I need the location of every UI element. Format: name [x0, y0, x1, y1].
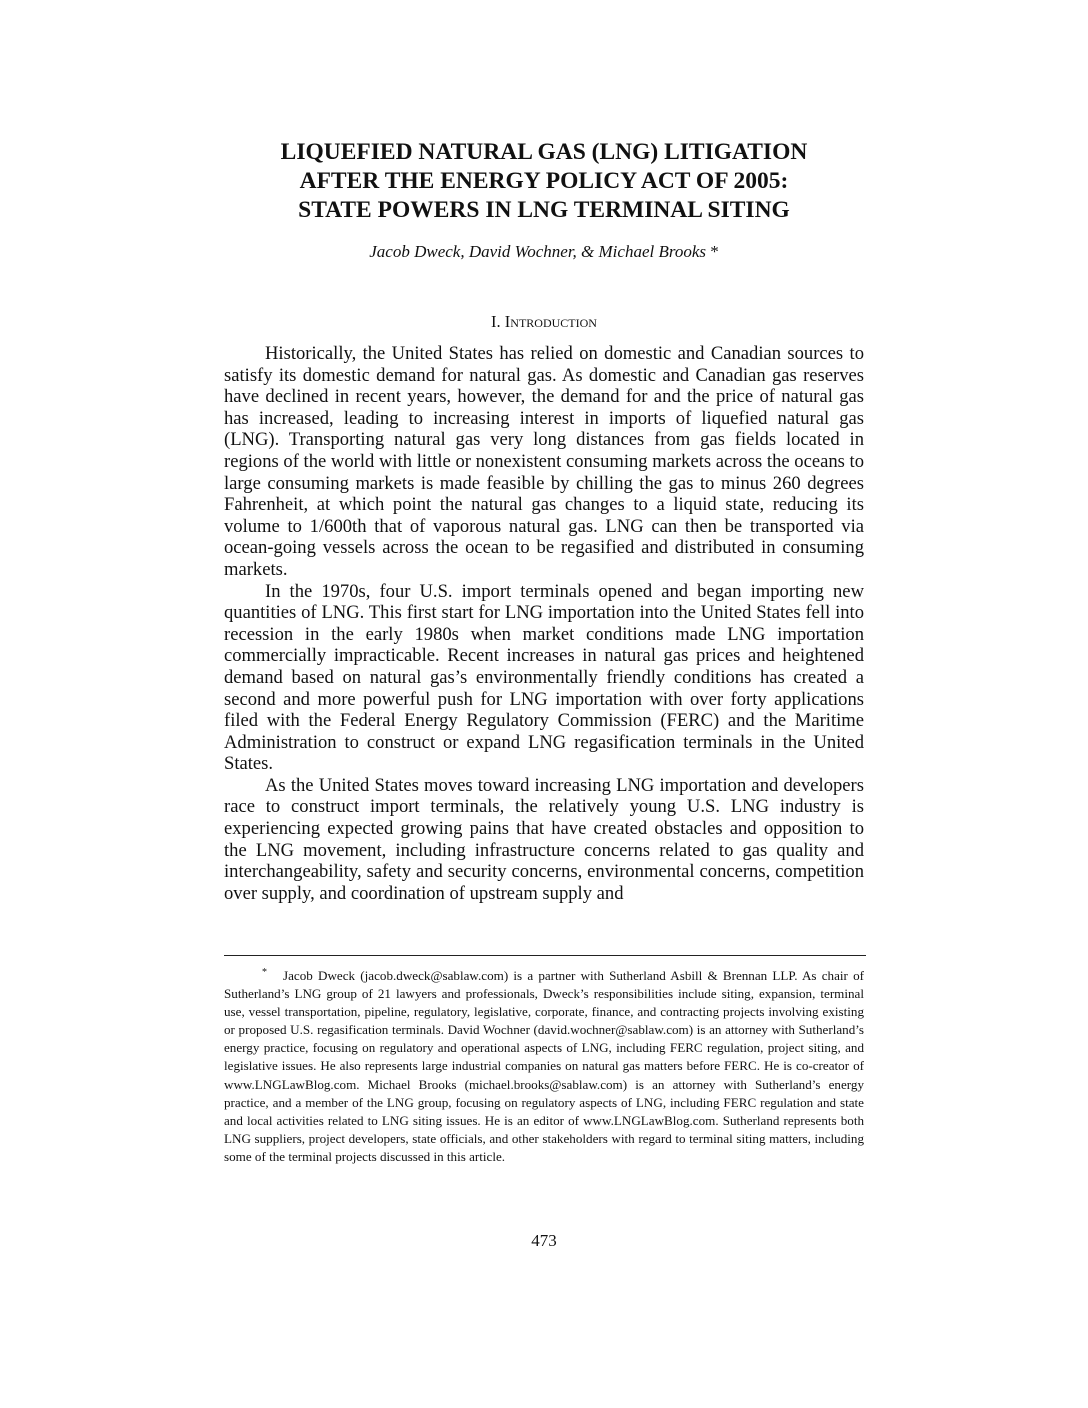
footnote-paragraph [224, 964, 864, 1166]
body-text [224, 343, 864, 904]
footnote-mark: * [262, 967, 267, 978]
body-paragraph: In the 1970s, four U.S. import terminals opened and began importing new quantities of LNG. This first start for LNG importation into the United States fell into recession in the early 1980s when market conditions made LNG importation commercially impracticable. Recent increases in natural gas prices and heightened demand based on natural gas’s environmentally friendly conditions has created a second and more powerful push for LNG importation with over forty applications filed with the Federal Energy Regulatory Commission (FERC) and the Maritime Administration to construct or expand LNG regasification terminals in the United States. [224, 580, 864, 775]
page-number: 473 [531, 1231, 557, 1250]
section-number: I. [491, 312, 501, 331]
title-line: LIQUEFIED NATURAL GAS (LNG) LITIGATION [280, 139, 808, 165]
body-paragraph: As the United States moves toward increasing LNG importation and developers race to construct import terminals, the relatively young U.S. LNG industry is experiencing expected growing pains that have created obstacles and opposition to the LNG movement, including infrastructure concerns related to gas quality and interchangeability, safety and security concerns, environmental concerns, competition over supply, and coordination of upstream supply and [224, 774, 864, 904]
article-title [222, 138, 866, 225]
footnote-text: Jacob Dweck (jacob.dweck@sablaw.com) is a partner with Sutherland Asbill & Brennan LLP. As chair of Sutherland’s LNG group of 21 lawyers and professionals, Dweck’s responsibilities include siting, expansion, terminal use, vessel transportation, pipeline, regulatory, legislative, corporate, finance, and contracting projects involving existing or proposed U.S. regasification terminals. David Wochner (david.wochner@sablaw.com) is an attorney with Sutherland’s energy practice, focusing on regulatory and operational aspects of LNG, including FERC regulation, project siting, and legislative issues. He also represents large industrial companies on natural gas matters before FERC. He is co-creator of www.LNGLawBlog.com. Michael Brooks (michael.brooks@sablaw.com) is an attorney with Sutherland’s energy practice, and a member of the LNG group, focusing on regulatory aspects of LNG, including FERC regulation and state and local activities related to LNG siting issues. He is an editor of www.LNGLawBlog.com. Sutherland represents both LNG suppliers, project developers, state officials, and other stakeholders with regard to terminal siting matters, including some of the terminal projects discussed in this article. [224, 968, 864, 1164]
author-footnote-mark: * [710, 242, 719, 261]
title-line: AFTER THE ENERGY POLICY ACT OF 2005: [299, 168, 789, 194]
section-heading [222, 311, 866, 333]
footnote-divider [224, 955, 866, 956]
author-names: Jacob Dweck, David Wochner, & Michael Brooks [369, 242, 706, 261]
footnote [224, 964, 864, 1166]
section-label: Introduction [504, 312, 597, 331]
author-byline [222, 241, 866, 263]
body-paragraph: Historically, the United States has relied on domestic and Canadian sources to satisfy its domestic demand for natural gas. As domestic and Canadian gas reserves have declined in recent years, however, the demand for and the price of natural gas has increased, leading to increasing interest in imports of liquefied natural gas (LNG). Transporting natural gas very long distances from gas fields located in regions of the world with little or nonexistent consuming markets across the oceans to large consuming markets is made feasible by chilling the gas to minus 260 degrees Fahrenheit, at which point the natural gas changes to a liquid state, reducing its volume to 1/600th that of vaporous natural gas. LNG can then be transported via ocean-going vessels across the ocean to be regasified and distributed in consuming markets. [224, 343, 864, 580]
title-line: STATE POWERS IN LNG TERMINAL SITING [298, 197, 790, 223]
